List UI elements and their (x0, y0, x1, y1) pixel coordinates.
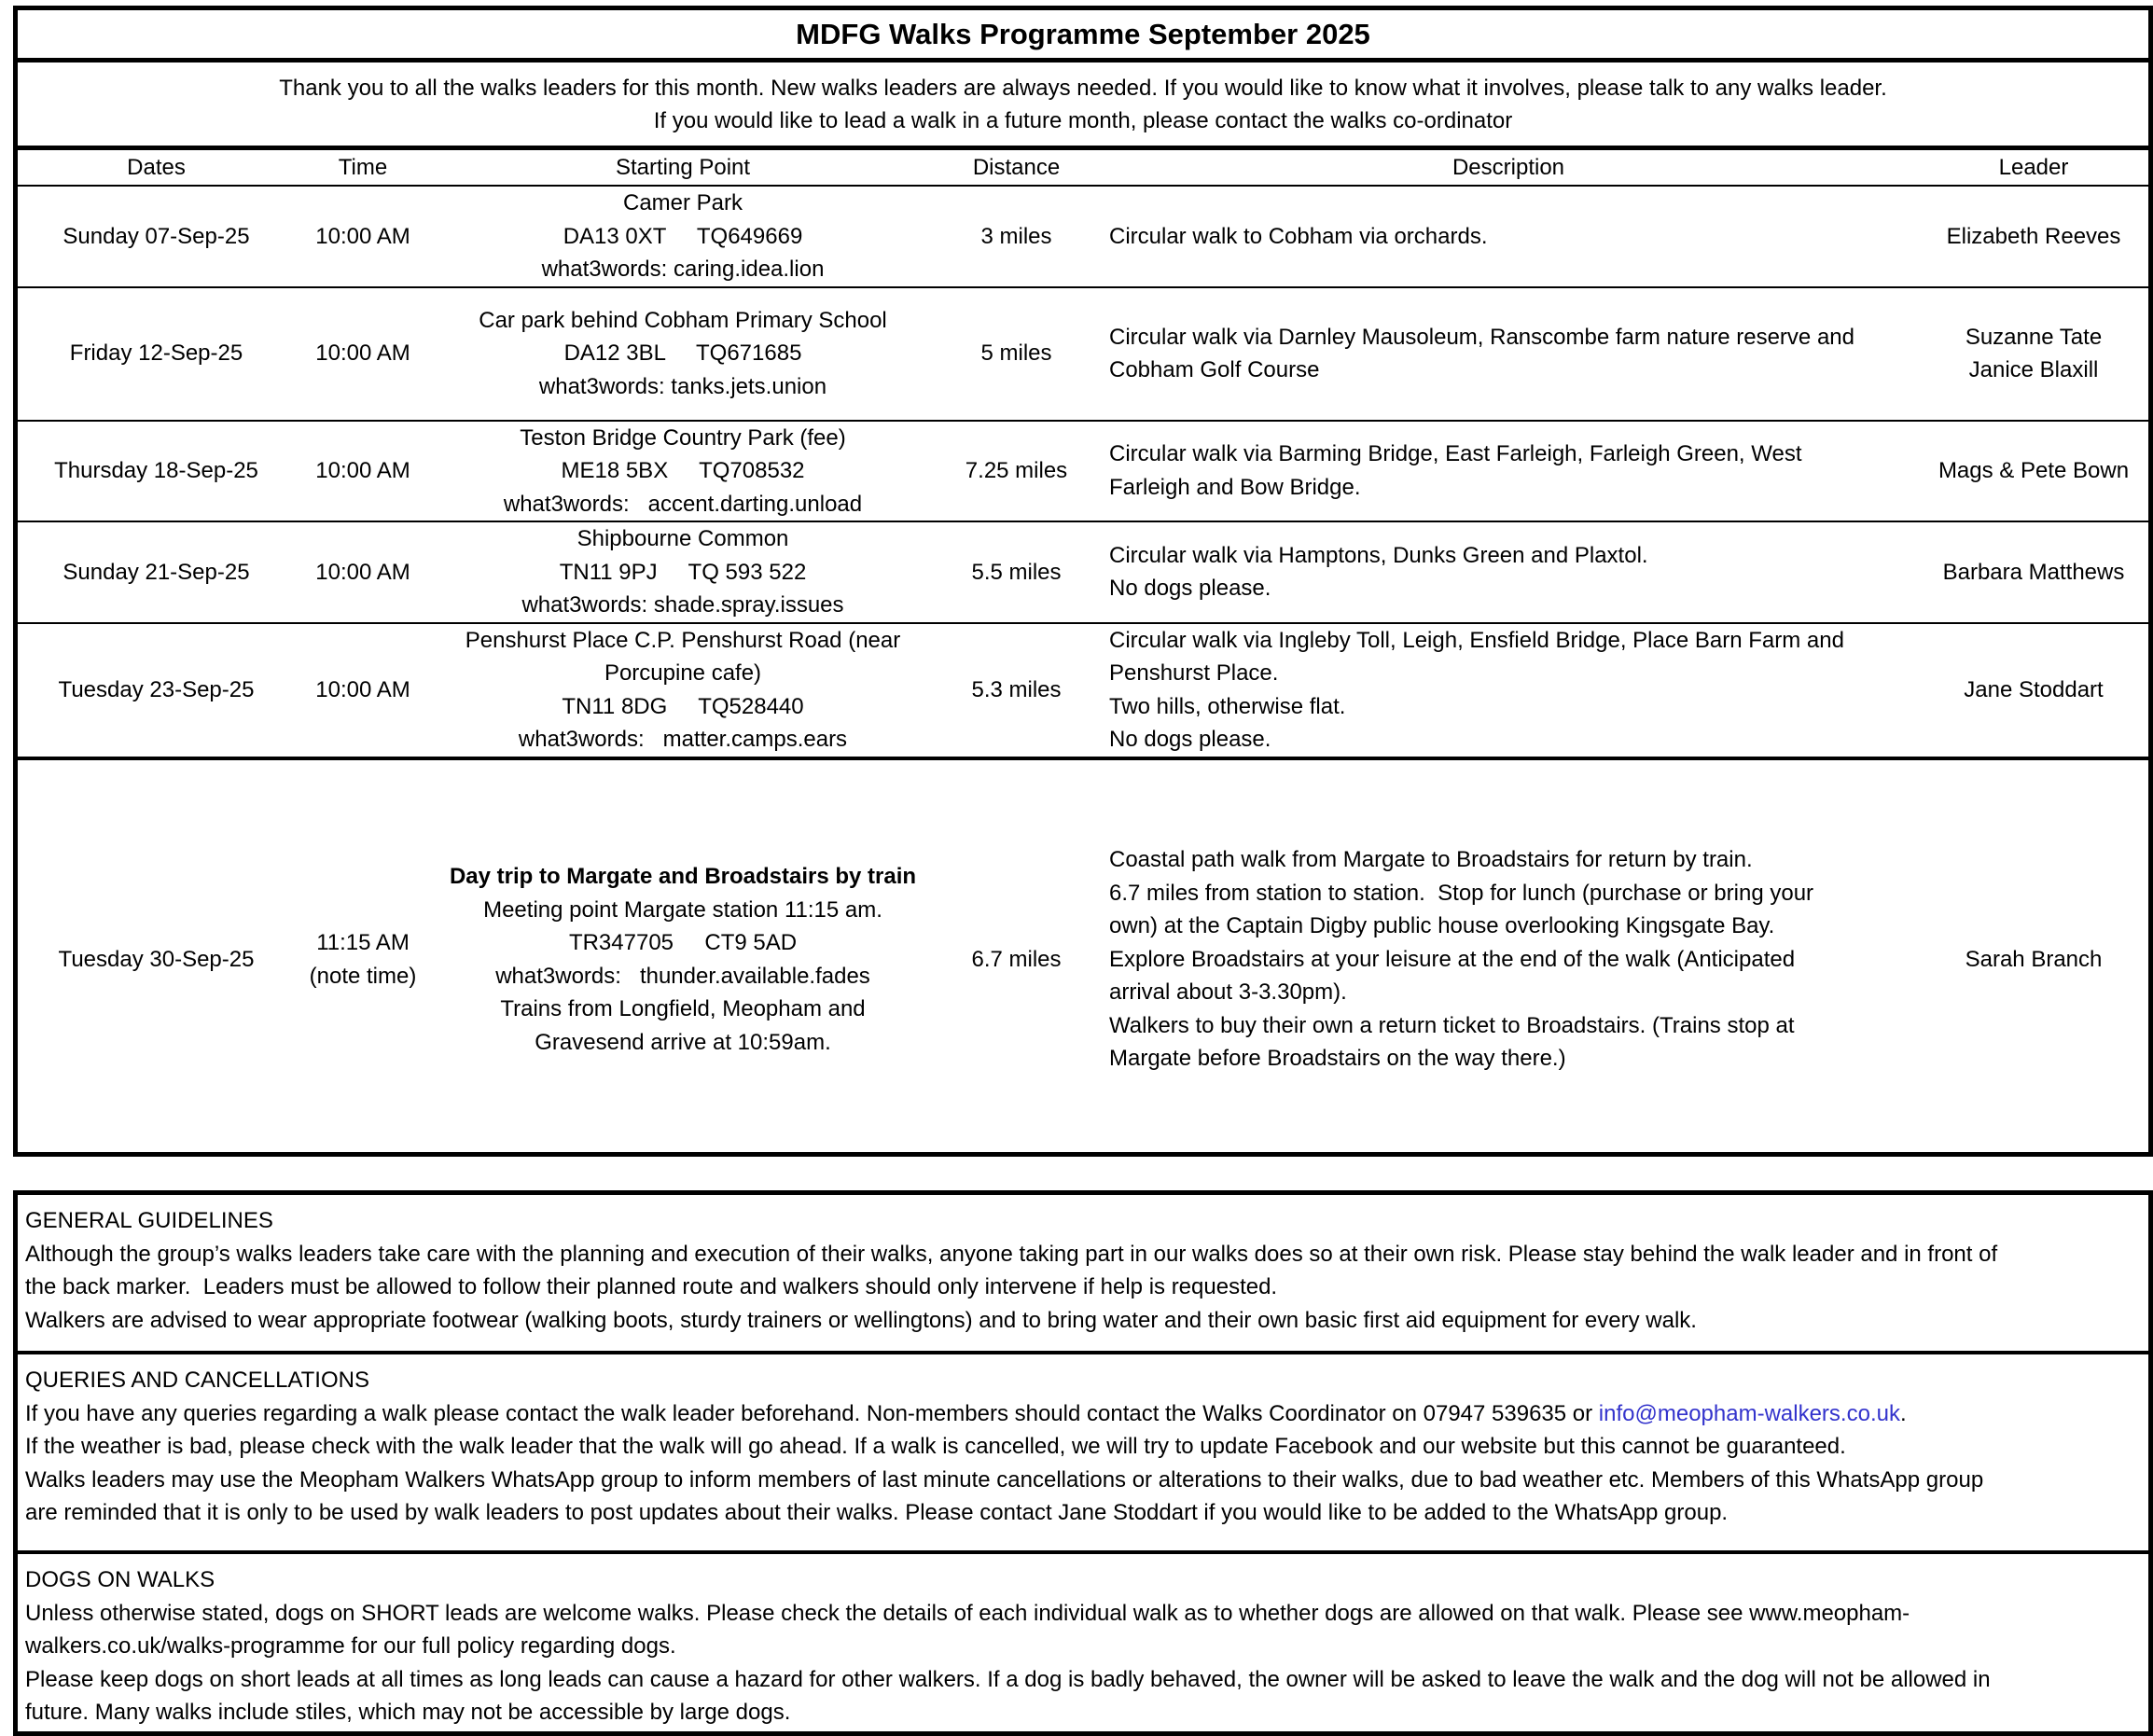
walk-distance: 5.5 miles (935, 521, 1098, 623)
walk-leader: Elizabeth Reeves (1919, 186, 2148, 287)
table-row (18, 758, 2148, 1160)
walks-programme-table (13, 6, 2153, 1157)
guidelines-box (13, 1190, 2153, 1736)
walk-description: Circular walk via Ingleby Toll, Leigh, Ensfield Bridge, Place Barn Farm and Penshurst Place. Two hills, otherwise flat. No dogs please. (1098, 623, 1919, 758)
general-guidelines-section (18, 1195, 2148, 1354)
header-leader: Leader (1919, 150, 2148, 186)
section-line: If you have any queries regarding a walk please contact the walk leader beforehand. Non-members should contact the Walks Coordinator on 07947 539635 or info@meopham-walkers.co.uk. (25, 1400, 1907, 1426)
walk-distance: 6.7 miles (971, 946, 1062, 972)
header-starting-point: Starting Point (431, 150, 935, 186)
walk-start: Car park behind Cobham Primary School DA12 3BL TQ671685 what3words: tanks.jets.union (431, 287, 935, 421)
intro-text (18, 62, 2148, 150)
table-header-row (18, 150, 2148, 186)
walks-table (18, 150, 2148, 1160)
section-line: If the weather is bad, please check with the walk leader that the walk will go ahead. If a walk is cancelled, we will try to update Facebook and our website but this cannot be guaranteed. (25, 1434, 1846, 1460)
section-line: Please keep dogs on short leads at all times as long leads can cause a hazard for other walkers. If a dog is badly behaved, the owner will be asked to leave the walk and the dog will not be allowed in (25, 1666, 1991, 1692)
walk-distance: 5.3 miles (935, 623, 1098, 758)
section-heading: DOGS ON WALKS (25, 1567, 215, 1592)
walk-time: 10:00 AM (295, 623, 431, 758)
queries-section (18, 1354, 2148, 1554)
header-dates: Dates (18, 150, 295, 186)
walk-distance: 5 miles (935, 287, 1098, 421)
walk-leader: Jane Stoddart (1919, 623, 2148, 758)
header-time: Time (295, 150, 431, 186)
walk-leader: Sarah Branch (1965, 946, 2103, 972)
section-line: Unless otherwise stated, dogs on SHORT leads are welcome walks. Please check the details of each individual walk as to whether dogs are allowed on that walk. Please see www.meopham- (25, 1600, 1910, 1626)
walk-time: 10:00 AM (295, 421, 431, 522)
intro-line: Thank you to all the walks leaders for this month. New walks leaders are always needed. If you would like to know what it involves, please talk to any walks leader. (279, 75, 1887, 101)
walk-description: Circular walk via Darnley Mausoleum, Ranscombe farm nature reserve and Cobham Golf Course (1098, 287, 1919, 421)
walk-time: 10:00 AM (295, 521, 431, 623)
header-distance: Distance (935, 150, 1098, 186)
walk-start: Teston Bridge Country Park (fee) ME18 5BX TQ708532 what3words: accent.darting.unload (431, 421, 935, 522)
walk-description: Coastal path walk from Margate to Broadstairs for return by train. 6.7 miles from station to station. Stop for lunch (purchase or bring your own) at the Captain Digby public house overlooking Kingsgate Bay. Explore Broadstairs at your leisure at the end of the walk (Anticipated arrival about 3-3.30pm). Walkers to buy their own a return ticket to Broadstairs. (Trains stop at Margate before Broadstairs on the way there.) (1109, 847, 1814, 1072)
walk-description: Circular walk via Barming Bridge, East Farleigh, Farleigh Green, West Farleigh and Bow Bridge. (1098, 421, 1919, 522)
section-heading: QUERIES AND CANCELLATIONS (25, 1368, 369, 1393)
page-title: MDFG Walks Programme September 2025 (18, 10, 2148, 62)
walk-date: Tuesday 30-Sep-25 (58, 946, 255, 972)
walk-start: Camer Park DA13 0XT TQ649669 what3words: caring.idea.lion (431, 186, 935, 287)
section-line: Although the group’s walks leaders take care with the planning and execution of their walks, anyone taking part in our walks does so at their own risk. Please stay behind the walk leader and in front of (25, 1241, 1998, 1267)
walk-start: Day trip to Margate and Broadstairs by train Meeting point Margate station 11:15 am. TR347705 CT9 5AD what3words: thunder.available.fades Trains from Longfield, Meopham and Gravesend arrive at 10:59am. (449, 864, 917, 1055)
header-description: Description (1098, 150, 1919, 186)
walk-date: Sunday 21-Sep-25 (18, 521, 295, 623)
section-line: are reminded that it is only to be used by walk leaders to post updates about their walks. Please contact Jane Stoddart if you would like to be added to the WhatsApp group. (25, 1500, 1729, 1526)
walk-date: Tuesday 23-Sep-25 (18, 623, 295, 758)
table-row (18, 186, 2148, 287)
section-line: walkers.co.uk/walks-programme for our full policy regarding dogs. (25, 1633, 676, 1660)
walk-distance: 3 miles (935, 186, 1098, 287)
walk-description: Circular walk via Hamptons, Dunks Green and Plaxtol. No dogs please. (1098, 521, 1919, 623)
walk-start: Shipbourne Common TN11 9PJ TQ 593 522 what3words: shade.spray.issues (431, 521, 935, 623)
walk-leader: Mags & Pete Bown (1919, 421, 2148, 522)
walk-date: Thursday 18-Sep-25 (18, 421, 295, 522)
walk-start: Penshurst Place C.P. Penshurst Road (near Porcupine cafe) TN11 8DG TQ528440 what3words: matter.camps.ears (431, 623, 935, 758)
dogs-section (18, 1554, 2148, 1731)
table-row (18, 521, 2148, 623)
section-line: Walks leaders may use the Meopham Walkers WhatsApp group to inform members of last minute cancellations or alterations to their walks, due to bad weather etc. Members of this WhatsApp group (25, 1466, 1984, 1493)
walk-leader: Suzanne Tate Janice Blaxill (1919, 287, 2148, 421)
table-row (18, 421, 2148, 522)
walk-time: 11:15 AM (note time) (309, 930, 417, 989)
walk-time: 10:00 AM (295, 287, 431, 421)
walk-time: 10:00 AM (295, 186, 431, 287)
walk-description: Circular walk to Cobham via orchards. (1098, 186, 1919, 287)
walk-leader: Barbara Matthews (1919, 521, 2148, 623)
walk-date: Sunday 07-Sep-25 (18, 186, 295, 287)
table-row (18, 287, 2148, 421)
walk-distance: 7.25 miles (935, 421, 1098, 522)
walk-date: Friday 12-Sep-25 (18, 287, 295, 421)
intro-line: If you would like to lead a walk in a future month, please contact the walks co-ordinator (653, 107, 1513, 133)
table-row (18, 623, 2148, 758)
email-link[interactable]: info@meopham-walkers.co.uk (1598, 1400, 1900, 1426)
section-line: future. Many walks include stiles, which may not be accessible by large dogs. (25, 1700, 791, 1726)
section-heading: GENERAL GUIDELINES (25, 1208, 273, 1233)
section-line: the back marker. Leaders must be allowed to follow their planned route and walkers should only intervene if help is requested. (25, 1274, 1278, 1300)
section-line: Walkers are advised to wear appropriate footwear (walking boots, sturdy trainers or wellingtons) and to bring water and their own basic first aid equipment for every walk. (25, 1307, 1697, 1333)
